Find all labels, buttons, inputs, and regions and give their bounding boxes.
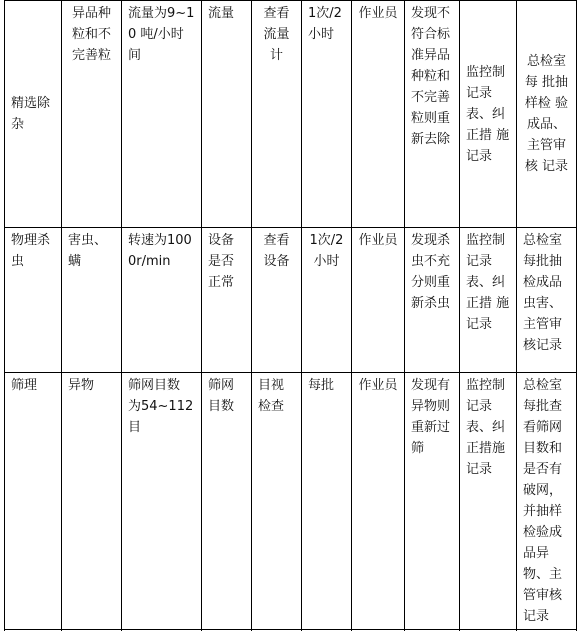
table-row	[5, 1, 577, 228]
critical-limit-cell: 流量为9~10 吨/小时间	[122, 1, 202, 228]
monitor-method-cell: 查看设备	[252, 228, 302, 373]
verification-cell: 总检室每批抽检成品虫害、主管审核记录	[517, 228, 577, 373]
monitor-frequency-cell: 1次/2 小时	[302, 228, 352, 373]
table-row	[5, 373, 577, 630]
corrective-action-cell: 发现有异物则重新过筛	[405, 373, 460, 630]
verification-cell: 总检室每批查看筛网目数和是否有破网，并抽样检验成品异物、主管审核记录	[517, 373, 577, 630]
process-step-cell: 物理杀虫	[5, 228, 62, 373]
monitor-method-cell: 查看流量计	[252, 1, 302, 228]
table-row	[5, 228, 577, 373]
process-step-cell: 精选除杂	[5, 1, 62, 228]
haccp-plan-table-page	[4, 0, 577, 631]
hazard-cell: 害虫、螨	[62, 228, 122, 373]
corrective-action-cell: 发现不符合标准异品 种粒和不完善粒则重新去除	[405, 1, 460, 228]
process-step-cell: 筛理	[5, 373, 62, 630]
personnel-cell: 作业员	[352, 228, 405, 373]
monitor-object-cell: 流量	[202, 1, 252, 228]
monitor-object-cell: 设备是否正常	[202, 228, 252, 373]
records-cell: 监控制记录表、纠正措 施记录	[460, 228, 517, 373]
records-cell: 监控制记录 表、纠正措 施记录	[460, 1, 517, 228]
personnel-cell: 作业员	[352, 373, 405, 630]
records-cell: 监控制记录表、纠正措施记录	[460, 373, 517, 630]
monitor-frequency-cell: 1次/2小时	[302, 1, 352, 228]
critical-limit-cell: 筛网目数 为54~112目	[122, 373, 202, 630]
monitor-frequency-cell: 每批	[302, 373, 352, 630]
verification-cell: 总检室每 批抽样检 验成品、 主管审核 记录	[517, 1, 577, 228]
personnel-cell: 作业员	[352, 1, 405, 228]
hazard-cell: 异品种粒和不完善粒	[62, 1, 122, 228]
hazard-cell: 异物	[62, 373, 122, 630]
monitor-object-cell: 筛网目数	[202, 373, 252, 630]
haccp-plan-table	[4, 0, 577, 631]
critical-limit-cell: 转速为1000r/min	[122, 228, 202, 373]
corrective-action-cell: 发现杀虫不充分则重新杀虫	[405, 228, 460, 373]
monitor-method-cell: 目视检查	[252, 373, 302, 630]
